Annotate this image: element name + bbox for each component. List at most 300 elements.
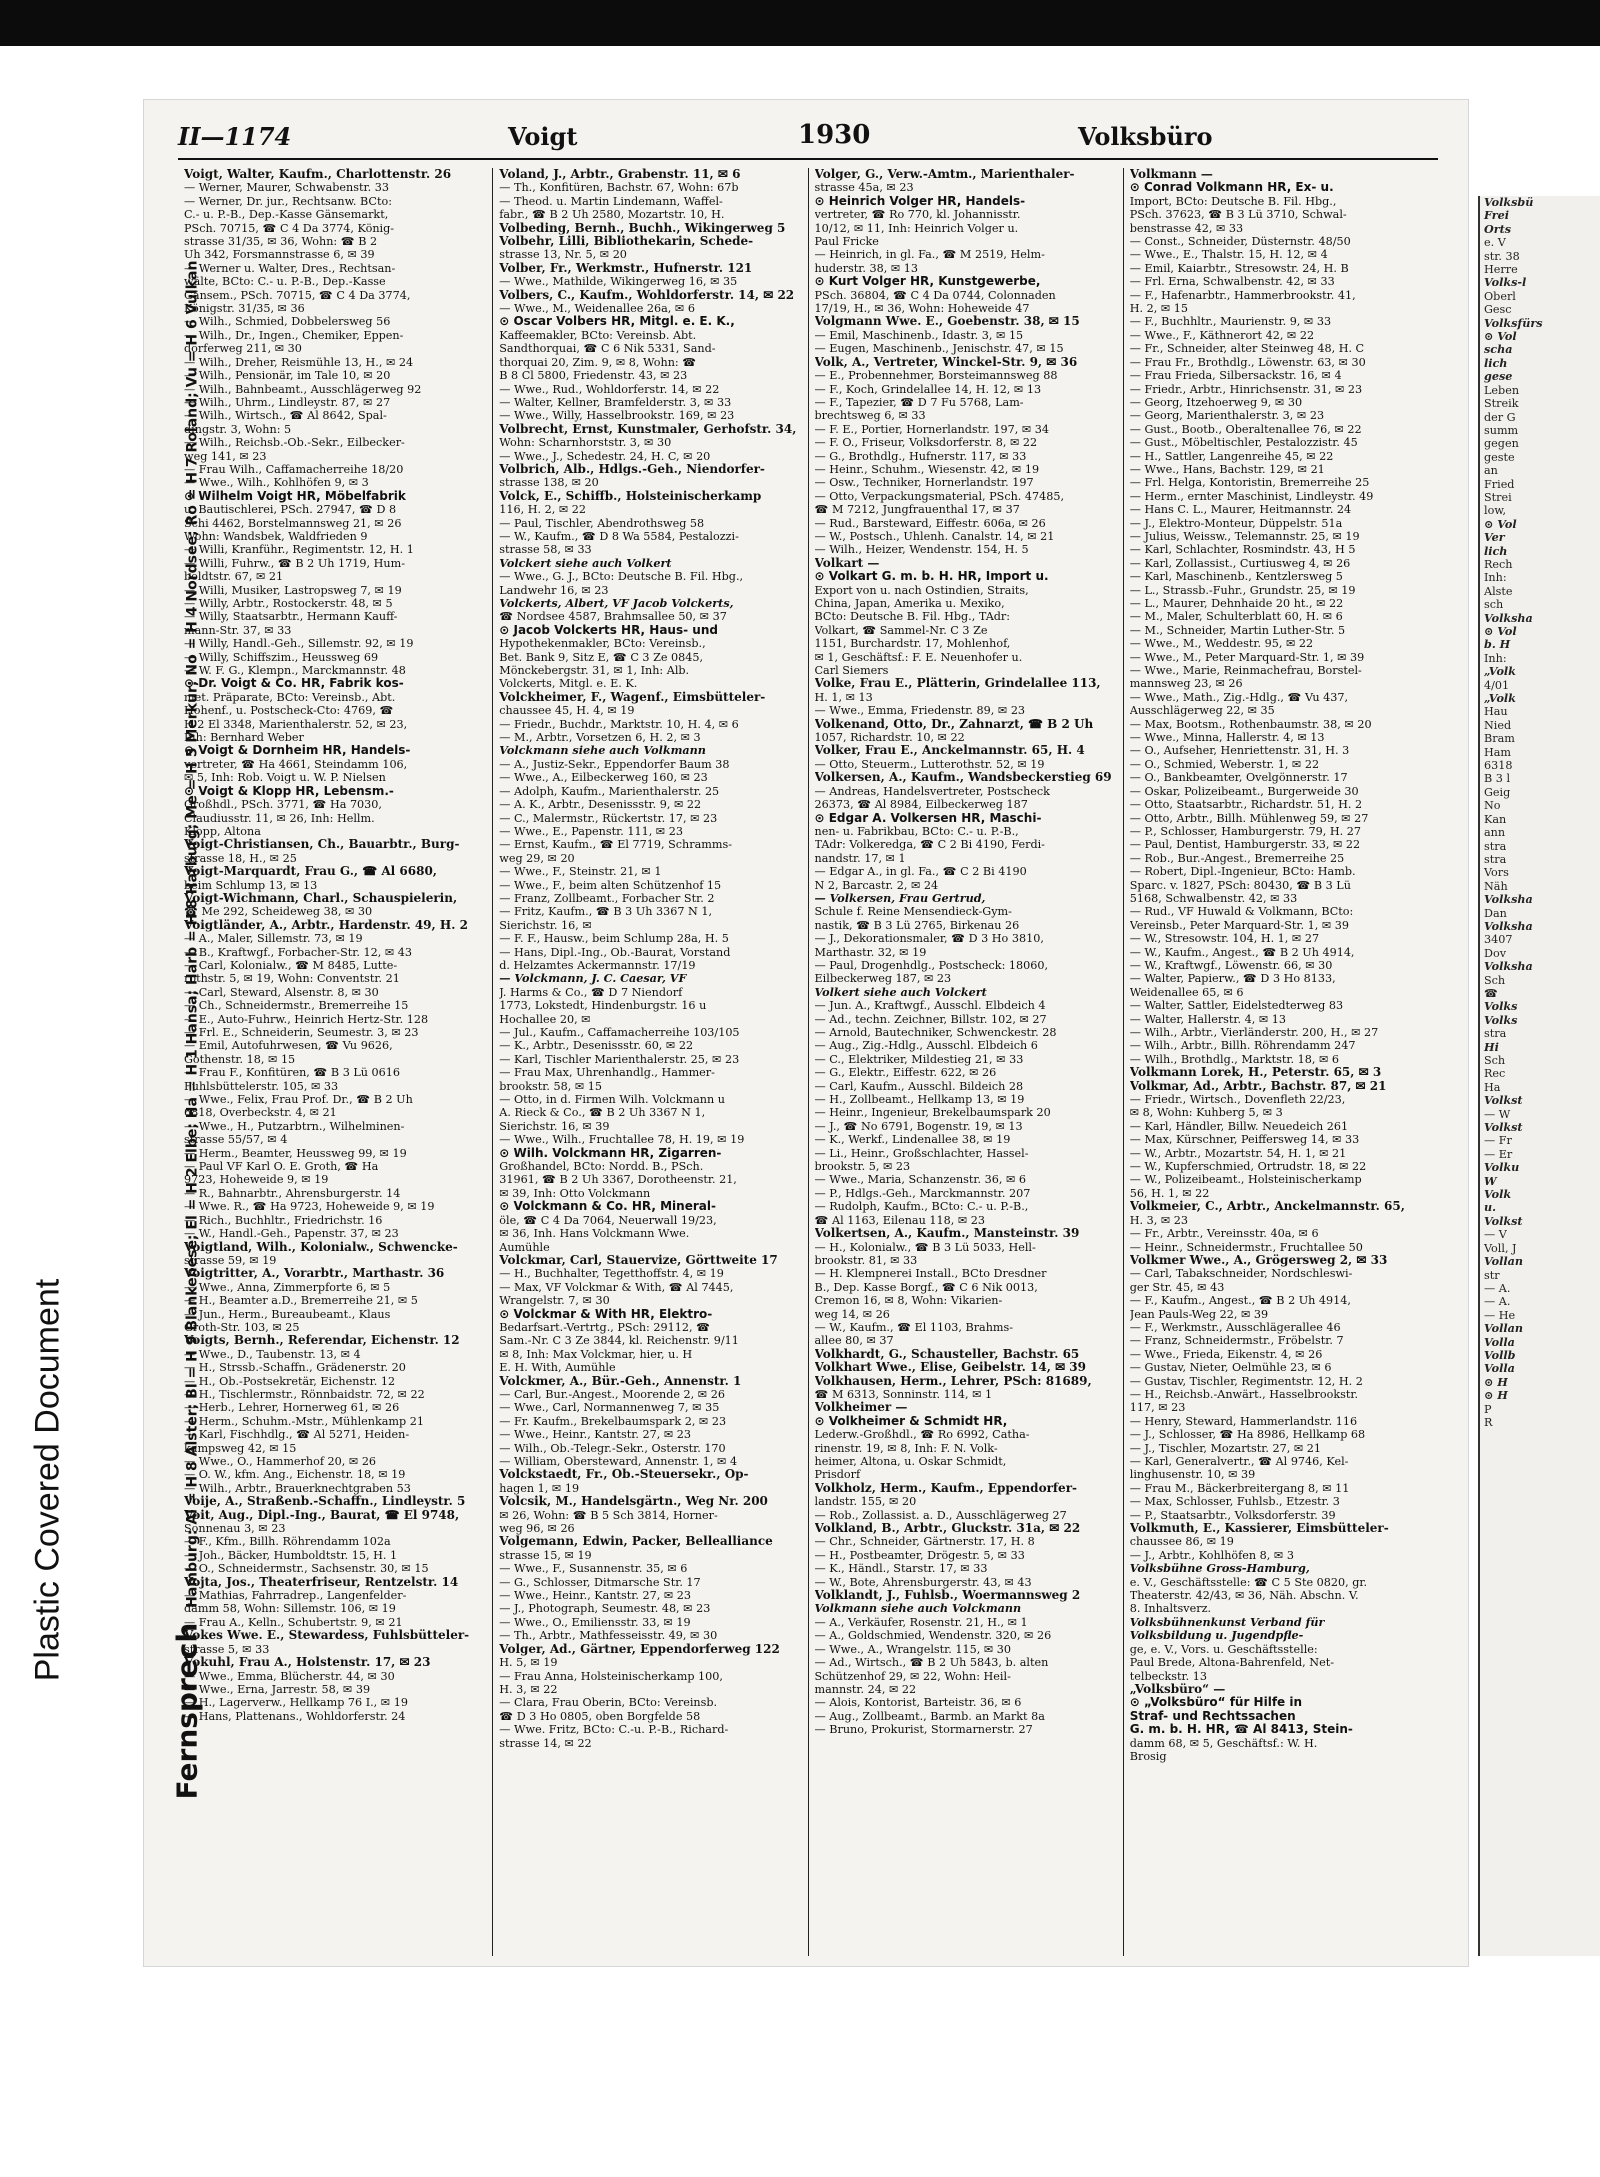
adjacent-entry-fragment: Alste — [1484, 584, 1513, 598]
directory-entry: — F. E., Portier, Hornerlandstr. 197, ✉ 34 — [814, 422, 1050, 436]
directory-entry: — G., Elektr., Eiffestr. 622, ✉ 26 — [814, 1066, 997, 1080]
directory-entry: — G., Schlosser, Ditmarsche Str. 17 — [499, 1575, 701, 1589]
adjacent-entry-fragment: Näh — [1484, 879, 1508, 893]
directory-entry: — F., Buchhltr., Maurienstr. 9, ✉ 33 — [1129, 315, 1332, 329]
directory-entry: Gänsem., PSch. 70715, ☎ C 4 Da 3774, — [184, 288, 411, 302]
directory-entry: — Chr., Schneider, Gärtnerstr. 17, H. 8 — [814, 1535, 1035, 1549]
directory-entry: ☎ Me 292, Scheideweg 38, ✉ 30 — [184, 905, 373, 919]
directory-entry: — F., Werkmstr., Ausschlägerallee 46 — [1129, 1320, 1341, 1334]
directory-entry: — Ernst, Kaufm., ☎ El 7719, Schramms- — [499, 838, 732, 852]
directory-entry: — Wwe., Maria, Schanzenstr. 36, ✉ 6 — [814, 1173, 1027, 1187]
adjacent-entry-fragment: ⊙ Vol — [1484, 329, 1517, 344]
directory-entry: — Wwe., Wilh., Fruchtallee 78, H. 19, ✉ 19 — [499, 1133, 745, 1147]
directory-entry: brookstr. 5, ✉ 23 — [814, 1160, 911, 1174]
adjacent-entry-fragment: der G — [1484, 410, 1516, 424]
directory-entry: Sierichstr. 16, ✉ — [499, 918, 592, 932]
directory-entry: — Jul., Kaufm., Caffamacherreihe 103/105 — [499, 1026, 740, 1039]
directory-entry: Volksbildung u. Jugendpfle- — [1129, 1629, 1304, 1643]
directory-entry: — Willy, Staatsarbtr., Hermann Kauff- — [184, 610, 398, 624]
directory-entry: — Walter, Hallerstr. 4, ✉ 13 — [1129, 1012, 1287, 1026]
adjacent-entry-fragment: P — [1484, 1402, 1492, 1416]
directory-entry: N 2, Barcastr. 2, ✉ 24 — [814, 878, 939, 892]
directory-entry: — Paul, Tischler, Abendrothsweg 58 — [499, 516, 705, 530]
directory-entry: ⊙ „Volksbüro“ für Hilfe in — [1129, 1696, 1303, 1710]
directory-entry: — Carl, Kolonialw., ☎ M 8485, Lutte- — [184, 958, 398, 972]
directory-entry: 6818, Overbeckstr. 4, ✉ 21 — [184, 1106, 337, 1120]
directory-entry: — Herm., Beamter, Heussweg 99, ✉ 19 — [184, 1146, 407, 1160]
directory-entry: Volkheimer — — [814, 1401, 908, 1415]
directory-entry: strasse 13, Nr. 5, ✉ 20 — [499, 248, 627, 262]
adjacent-entry-fragment: summ — [1484, 423, 1519, 437]
directory-entry: — Karl, Generalvertr., ☎ Al 9746, Kel- — [1129, 1455, 1349, 1468]
directory-entry: 9723, Hoheweide 9, ✉ 19 — [184, 1173, 329, 1187]
directory-entry: Voigt, Walter, Kaufm., Charlottenstr. 26 — [184, 168, 452, 181]
directory-entry: vertreter, ☎ Ro 770, kl. Johannisstr. — [814, 208, 1021, 222]
adjacent-entry-fragment: e. V — [1484, 236, 1506, 250]
directory-entry: Volckerts, Mitgl. e. E. K. — [499, 677, 638, 691]
directory-entry: — H., Zollbeamt., Hellkamp 13, ✉ 19 — [814, 1093, 1025, 1107]
directory-entry: — Arnold, Bautechniker, Schwenckestr. 28 — [814, 1026, 1057, 1039]
directory-entry: — Paul, Drogenhdlg., Postscheck: 18060, — [814, 958, 1049, 972]
directory-entry: ☎ Nordsee 4587, Brahmsallee 50, ✉ 37 — [499, 610, 727, 624]
directory-entry: Voigt-Christiansen, Ch., Bauarbtr., Burg- — [184, 838, 460, 852]
directory-entry: — L., Maurer, Dehnhaide 20 ht., ✉ 22 — [1129, 597, 1344, 610]
directory-entry: — F. O., Friseur, Volksdorferstr. 8, ✉ 22 — [814, 436, 1038, 450]
adjacent-entry-fragment: 4/01 — [1484, 678, 1510, 692]
directory-entry: — Frl. Helga, Kontoristin, Bremerreihe 25 — [1129, 476, 1370, 490]
directory-entry: Königstr. 31/35, ✉ 36 — [184, 302, 305, 316]
directory-entry: landstr. 155, ✉ 20 — [814, 1495, 917, 1509]
directory-entry: — Wwe., F., Steinstr. 21, ✉ 1 — [499, 865, 662, 879]
directory-entry: ⊙ Wilh. Volckmann HR, Zigarren- — [499, 1146, 722, 1160]
directory-entry: — Werner u. Walter, Dres., Rechtsan- — [184, 261, 396, 275]
directory-entry: — L., Strassb.-Fuhr., Grundstr. 25, ✉ 19 — [1129, 583, 1356, 597]
directory-entry: — Wilh., Arbtr., Brauerknechtgraben 53 — [184, 1481, 411, 1495]
directory-entry: Volckmann siehe auch Volkmann — [499, 744, 706, 758]
directory-entry: — Herm., ernter Maschinist, Lindleystr. 49 — [1129, 489, 1374, 503]
directory-entry: — H., Buchhalter, Tegetthoffstr. 4, ✉ 19 — [499, 1267, 724, 1281]
directory-entry: — Wwe., Hans, Bachstr. 129, ✉ 21 — [1129, 462, 1325, 476]
directory-entry: Großhdl., PSch. 3771, ☎ Ha 7030, — [184, 798, 382, 812]
directory-entry: — A., Justiz-Sekr., Eppendorfer Baum 38 — [499, 757, 730, 771]
directory-entry: Volkland, B., Arbtr., Gluckstr. 31a, ✉ 22 — [814, 1522, 1081, 1536]
directory-entry: strasse 14, ✉ 22 — [499, 1736, 592, 1750]
adjacent-entry-fragment: Rech — [1484, 557, 1513, 571]
directory-entry: — H., Postbeamter, Drögestr. 5, ✉ 33 — [814, 1548, 1025, 1562]
directory-entry: — Wilh., Ob.-Telegr.-Sekr., Osterstr. 170 — [499, 1441, 726, 1455]
directory-entry: — Julius, Weissw., Telemannstr. 25, ✉ 19 — [1129, 529, 1360, 543]
directory-entry: Volger, G., Verw.-Amtm., Marienthaler- — [814, 168, 1075, 181]
directory-entry: — Wwe., Heinr., Kantstr. 27, ✉ 23 — [499, 1589, 692, 1603]
directory-entry: — W., Kaufm., ☎ D 8 Wa 5584, Pestalozzi- — [499, 529, 739, 543]
directory-entry: strasse 58, ✉ 33 — [499, 543, 592, 557]
directory-entry: linghusenstr. 10, ✉ 39 — [1129, 1468, 1256, 1482]
directory-entry: Volkmuth, E., Kassierer, Eimsbütteler- — [1129, 1522, 1389, 1536]
directory-entry: — R., Bahnarbtr., Ahrensburgerstr. 14 — [184, 1186, 401, 1200]
directory-entry: — Max, VF Volckmar & With, ☎ Al 7445, — [499, 1280, 734, 1294]
directory-entry: — Karl, Maschinenb., Kentzlersweg 5 — [1129, 570, 1343, 584]
directory-entry: 1151, Burchardstr. 17, Mohlenhof, — [814, 637, 1011, 651]
directory-entry: — Max, Kürschner, Peiffersweg 14, ✉ 33 — [1129, 1133, 1360, 1147]
directory-entry: brechtsweg 6, ✉ 33 — [814, 409, 926, 423]
directory-entry: — Rud., Barsteward, Eiffestr. 606a, ✉ 26 — [814, 516, 1046, 530]
directory-entry: strasse 55/57, ✉ 4 — [184, 1133, 288, 1147]
directory-entry: — H., Reichsb.-Anwärt., Hasselbrookstr. — [1129, 1387, 1359, 1401]
directory-entry: Mönckebergstr. 31, ✉ 1, Inh: Alb. — [499, 664, 690, 678]
adjacent-entry-fragment: Fried — [1484, 477, 1515, 491]
adjacent-entry-fragment: ⊙ H — [1484, 1388, 1508, 1403]
directory-entry: — Max, Bootsm., Rothenbaumstr. 38, ✉ 20 — [1129, 717, 1372, 731]
adjacent-entry-fragment: scha — [1484, 342, 1513, 357]
directory-entry: — Rob., Zollassist. a. D., Ausschlägerweg 27 — [814, 1508, 1067, 1522]
directory-entry: — Wwe., F., Susannenstr. 35, ✉ 6 — [499, 1562, 688, 1576]
adjacent-entry-fragment: Bram — [1484, 732, 1515, 746]
directory-entry: Voigtritter, A., Vorarbtr., Marthastr. 36 — [184, 1267, 445, 1281]
directory-entry: brookstr. 81, ✉ 33 — [814, 1253, 918, 1267]
directory-entry: Vokes Wwe. E., Stewardess, Fuhlsbütteler- — [184, 1629, 470, 1643]
directory-entry: — Wilh., Schmied, Dobbelersweg 56 — [184, 315, 391, 329]
directory-entry: Volbrecht, Ernst, Kunstmaler, Gerhofstr. 34, — [499, 422, 797, 436]
directory-entry: Volke, Frau E., Plätterin, Grindelallee 113, — [814, 677, 1101, 691]
directory-entry: — Wilh., Arbtr., Vierländerstr. 200, H., ✉ 27 — [1129, 1026, 1379, 1039]
directory-entry: — Gust., Bootb., Oberaltenallee 76, ✉ 22 — [1129, 422, 1362, 436]
adjacent-entry-fragment: Oberl — [1484, 289, 1516, 303]
directory-entry: Volgmann Wwe. E., Goebenstr. 38, ✉ 15 — [814, 315, 1080, 329]
directory-entry: E. H. With, Aumühle — [499, 1361, 616, 1375]
directory-entry: — Robert, Dipl.-Ingenieur, BCto: Hamb. — [1129, 865, 1356, 879]
directory-entry: Volger, Ad., Gärtner, Eppendorferweg 122 — [499, 1642, 780, 1656]
directory-entry: — W., Kaufm., ☎ El 1103, Brahms- — [814, 1320, 1014, 1334]
directory-entry: ☎ M 7212, Jungfrauenthal 17, ✉ 37 — [814, 503, 1020, 517]
adjacent-entry-fragment: sch — [1484, 598, 1504, 612]
directory-entry: — H., Lagerverw., Hellkamp 76 I., ✉ 19 — [184, 1696, 408, 1710]
directory-entry: — Wwe., F., beim alten Schützenhof 15 — [499, 878, 722, 892]
plastic-covered-text: Plastic Covered Document — [28, 1278, 67, 1682]
directory-entry: Vokuhl, Frau A., Holstenstr. 17, ✉ 23 — [184, 1656, 431, 1670]
directory-entry: dingstr. 3, Wohn: 5 — [184, 422, 292, 436]
directory-entry: Voije, A., Straßenb.-Schaffn., Lindleystr. 5 — [184, 1495, 466, 1509]
adjacent-entry-fragment: lich — [1484, 355, 1508, 370]
directory-entry: telbeckstr. 13 — [1129, 1669, 1207, 1683]
adjacent-entry-fragment: — V — [1484, 1228, 1507, 1242]
directory-entry: strasse 5, ✉ 33 — [184, 1642, 270, 1656]
adjacent-entry-fragment: Volla — [1484, 1334, 1515, 1349]
directory-entry: — Wwe. R., ☎ Ha 9723, Hoheweide 9, ✉ 19 — [184, 1200, 435, 1214]
directory-entry: — Andreas, Handelsvertreter, Postscheck — [814, 784, 1050, 798]
directory-entry: — F. F., Hausw., beim Schlump 28a, H. 5 — [499, 932, 729, 946]
directory-entry: ⊙ Voigt & Klopp HR, Lebensm.- — [184, 784, 394, 798]
directory-entry: — Wilh., Pensionär, im Tale 10, ✉ 20 — [184, 369, 391, 383]
directory-entry: ⊙ Heinrich Volger HR, Handels- — [814, 194, 1026, 208]
directory-entry: 5168, Schwalbenstr. 42, ✉ 33 — [1129, 891, 1298, 905]
directory-entry: — J., Schlosser, ☎ Ha 8986, Hellkamp 68 — [1129, 1428, 1366, 1442]
directory-entry: — William, Obersteward, Annenstr. 1, ✉ 4 — [499, 1455, 738, 1468]
directory-entry: — Walter, Sattler, Eidelstedterweg 83 — [1129, 999, 1344, 1013]
directory-entry: — Willi, Fuhrw., ☎ B 2 Uh 1719, Hum- — [184, 556, 405, 570]
directory-entry: — K., Werkf., Lindenallee 38, ✉ 19 — [814, 1133, 1011, 1147]
directory-entry: — Wwe., Emma, Blücherstr. 44, ✉ 30 — [184, 1669, 395, 1683]
directory-entry: — Wilh., Dr., Ingen., Chemiker, Eppen- — [184, 328, 404, 342]
directory-entry: ⊙ Conrad Volkmann HR, Ex- u. — [1129, 181, 1334, 195]
directory-entry: — Wilh., Wirtsch., ☎ Al 8642, Spal- — [184, 409, 387, 423]
directory-entry: beim Schlump 13, ✉ 13 — [184, 878, 318, 892]
directory-entry: Jean Pauls-Weg 22, ✉ 39 — [1129, 1307, 1269, 1321]
directory-entry: — Wwe., Math., Zig.-Hdlg., ☎ Vu 437, — [1129, 690, 1349, 704]
adjacent-entry-fragment: Nied — [1484, 718, 1512, 732]
directory-entry: Volgemann, Edwin, Packer, Bellealliance — [499, 1535, 773, 1549]
adjacent-entry-fragment: Ham — [1484, 745, 1512, 759]
directory-entry: — A., Goldschmied, Wendenstr. 320, ✉ 26 — [814, 1629, 1052, 1643]
directory-entry: ⊙ Kurt Volger HR, Kunstgewerbe, — [814, 275, 1041, 289]
directory-entry: — Osw., Techniker, Hornerlandstr. 197 — [814, 476, 1034, 490]
scanner-dark-band — [0, 0, 1600, 46]
adjacent-entry-fragment: Inh: — [1484, 571, 1507, 585]
directory-entry: Volkertsen, A., Kaufm., Mansteinstr. 39 — [814, 1227, 1080, 1241]
directory-entry: — Wwe., A., Wrangelstr. 115, ✉ 30 — [814, 1642, 1012, 1656]
adjacent-entry-fragment: Kan — [1484, 812, 1507, 826]
adjacent-entry-fragment: geste — [1484, 450, 1515, 464]
adjacent-entry-fragment: Dan — [1484, 906, 1507, 920]
directory-entry: — O. W., kfm. Ang., Eichenstr. 18, ✉ 19 — [184, 1468, 406, 1482]
directory-entry: — Fr., Schneider, alter Steinweg 48, H. C — [1129, 342, 1365, 356]
directory-entry: — Willy, Arbtr., Rostockerstr. 48, ✉ 5 — [184, 597, 393, 610]
directory-entry: — B., Kraftwgf., Forbacher-Str. 12, ✉ 43 — [184, 945, 412, 959]
directory-entry: Carl Siemers — [814, 664, 889, 678]
directory-entry: — Emil, Maschinenb., Idastr. 3, ✉ 15 — [814, 328, 1024, 342]
directory-entry: — W., Stresowstr. 104, H. 1, ✉ 27 — [1129, 932, 1320, 946]
adjacent-entry-fragment: Geig — [1484, 785, 1511, 799]
directory-entry: — Paul, Dentist, Hamburgerstr. 33, ✉ 22 — [1129, 838, 1361, 852]
directory-entry: Kaffeemakler, BCto: Vereinsb. Abt. — [499, 328, 697, 342]
directory-entry: benstrasse 42, ✉ 33 — [1129, 221, 1244, 235]
directory-entry: damm 68, ✉ 5, Geschäftsf.: W. H. — [1129, 1736, 1318, 1750]
directory-entry: — H., Strssb.-Schaffn., Grädenerstr. 20 — [184, 1361, 406, 1375]
adjacent-entry-fragment: „Volk — [1484, 691, 1516, 706]
directory-entry: H. 3, ✉ 23 — [1129, 1213, 1189, 1227]
directory-entry: 8. Inhaltsverz. — [1129, 1602, 1212, 1616]
telephone-exchange-legend — [170, 260, 204, 1800]
directory-entry: Volkmann Lorek, H., Peterstr. 65, ✉ 3 — [1129, 1066, 1382, 1080]
adjacent-entry-fragment: Herre — [1484, 263, 1518, 277]
directory-entry: — Alois, Kontorist, Barteistr. 36, ✉ 6 — [814, 1696, 1022, 1710]
directory-entry: strasse 45a, ✉ 23 — [814, 181, 914, 195]
adjacent-entry-fragment: 6318 — [1484, 759, 1513, 773]
directory-entry: chaussee 45, H. 4, ✉ 19 — [499, 704, 635, 718]
adjacent-entry-fragment: Vors — [1484, 866, 1509, 880]
directory-entry: B 8 Cl 5800, Friedenstr. 43, ✉ 23 — [499, 369, 688, 383]
adjacent-entry-fragment: Volks-l — [1484, 275, 1527, 290]
adjacent-entry-fragment: Dov — [1484, 946, 1507, 960]
directory-entry: — O., Schneidermstr., Sachsenstr. 30, ✉ 15 — [184, 1562, 429, 1576]
directory-entry: H. 3, ✉ 22 — [499, 1682, 558, 1696]
adjacent-entry-fragment: Volla — [1484, 1361, 1515, 1376]
directory-entry: ✉ 39, Inh: Otto Volckmann — [499, 1186, 651, 1200]
directory-entry: — Frau F., Konfitüren, ☎ B 3 Lü 0616 — [184, 1066, 401, 1080]
directory-entry: — A. K., Arbtr., Desenissstr. 9, ✉ 22 — [499, 798, 702, 812]
directory-entry: — Ad., techn. Zeichner, Billstr. 102, ✉ 27 — [814, 1012, 1047, 1026]
directory-entry: — Wwe., G. J., BCto: Deutsche B. Fil. Hbg., — [499, 570, 744, 584]
adjacent-entry-fragment: 3407 — [1484, 933, 1513, 947]
directory-entry: China, Japan, Amerika u. Mexiko, — [814, 597, 1005, 610]
directory-entry: ⊙ Dr. Voigt & Co. HR, Fabrik kos- — [184, 677, 404, 691]
directory-entry: Schule f. Reine Mensendieck-Gym- — [814, 905, 1012, 919]
directory-entry: H 2 El 3348, Marienthalerstr. 52, ✉ 23, — [184, 717, 408, 731]
directory-entry: Sierichstr. 16, ✉ 39 — [499, 1119, 610, 1133]
directory-entry: — W. F. G., Klempn., Marckmannstr. 48 — [184, 664, 406, 678]
directory-page — [144, 100, 1468, 1966]
directory-entry: — F., Koch, Grindelallee 14, H. 12, ✉ 13 — [814, 382, 1042, 396]
directory-entry: — J., Arbtr., Kohlhöfen 8, ✉ 3 — [1129, 1548, 1294, 1562]
directory-entry: strasse 138, ✉ 20 — [499, 476, 599, 490]
directory-entry: „Volksbüro“ — — [1129, 1682, 1226, 1696]
directory-entry: — Joh., Bäcker, Humboldtstr. 15, H. 1 — [184, 1548, 398, 1562]
adjacent-entry-fragment: — A. — [1484, 1281, 1511, 1295]
directory-entry: — Rob., Bur.-Angest., Bremerreihe 25 — [1129, 851, 1345, 865]
directory-entry: 17/19, H., ✉ 36, Wohn: Hoheweide 47 — [814, 302, 1030, 316]
directory-entry: — Friedr., Wirtsch., Dovenfleth 22/23, — [1129, 1093, 1346, 1107]
directory-entry: — H., Ob.-Postsekretär, Eichenstr. 12 — [184, 1374, 396, 1388]
directory-entry: Volckmer, A., Bür.-Geh., Annenstr. 1 — [499, 1374, 742, 1388]
directory-entry: Volckheimer, F., Wagenf., Eimsbütteler- — [499, 690, 766, 704]
directory-entry: strasse 15, ✉ 19 — [499, 1548, 592, 1562]
directory-entry: — A., Maler, Sillemstr. 73, ✉ 19 — [184, 932, 363, 946]
directory-entry: — W., Arbtr., Mozartstr. 54, H. 1, ✉ 21 — [1129, 1146, 1347, 1160]
directory-entry: Wohn: Wandsbek, Waldfrieden 9 — [184, 529, 368, 543]
directory-entry: vertreter, ☎ Ha 4661, Steindamm 106, — [184, 757, 408, 771]
directory-entry: — Carl, Steward, Alsenstr. 8, ✉ 30 — [184, 985, 379, 999]
directory-entry: G. m. b. H. HR, ☎ Al 8413, Stein- — [1129, 1723, 1353, 1737]
directory-entry: — Wilh., Bahnbeamt., Ausschlägerweg 92 — [184, 382, 422, 396]
directory-entry: — Ad., Wirtsch., ☎ B 2 Uh 5843, b. alten — [814, 1656, 1049, 1670]
directory-entry: 56, H. 1, ✉ 22 — [1129, 1186, 1210, 1200]
directory-entry: — Karl, Zollassist., Curtiusweg 4, ✉ 26 — [1129, 556, 1351, 570]
adjacent-entry-fragment: W — [1484, 1173, 1497, 1188]
directory-entry: 117, ✉ 23 — [1129, 1401, 1186, 1415]
directory-entry: mannsweg 23, ✉ 26 — [1129, 677, 1243, 691]
adjacent-entry-fragment: Volks — [1484, 999, 1518, 1014]
directory-entry: nandstr. 17, ✉ 1 — [814, 851, 906, 865]
directory-entry: — Georg, Marienthalerstr. 3, ✉ 23 — [1129, 409, 1325, 423]
directory-entry: ⊙ Jacob Volckerts HR, Haus- und — [499, 623, 718, 637]
directory-entry: — Heinrich, in gl. Fa., ☎ M 2519, Helm- — [814, 248, 1045, 262]
directory-entry: strasse 59, ✉ 19 — [184, 1253, 277, 1267]
directory-entry: — Hans C. L., Maurer, Heitmannstr. 24 — [1129, 503, 1352, 517]
directory-entry: Eilbeckerweg 187, ✉ 23 — [814, 972, 952, 986]
directory-entry: — Walter, Papierw., ☎ D 3 Ho 8133, — [1129, 972, 1336, 986]
directory-entry: Volbrich, Alb., Hdlgs.-Geh., Niendorfer- — [499, 462, 765, 476]
last-entry-keyword: Volksbüro — [1078, 122, 1213, 151]
directory-entry: Wohn: Scharnhorststr. 3, ✉ 30 — [499, 436, 672, 450]
directory-entry: Export von u. nach Ostindien, Straits, — [814, 583, 1029, 597]
directory-entry: — Heinr., Schuhm., Wiesenstr. 42, ✉ 19 — [814, 462, 1040, 476]
directory-entry: — Th., Arbtr., Mathfesseisstr. 49, ✉ 30 — [499, 1629, 718, 1643]
directory-entry: Lederw.-Großhdl., ☎ Ro 6992, Catha- — [814, 1428, 1030, 1442]
directory-entry: — Frau Frieda, Silbersackstr. 16, ✉ 4 — [1129, 369, 1342, 383]
directory-entry: ger Str. 45, ✉ 43 — [1129, 1280, 1225, 1294]
adjacent-entry-fragment: Ha — [1484, 1080, 1501, 1094]
directory-entry: — Const., Schneider, Düsternstr. 48/50 — [1129, 235, 1351, 249]
directory-entry: TAdr: Volkeredga, ☎ C 2 Bi 4190, Ferdi- — [814, 838, 1045, 852]
directory-entry: — Jun., Herm., Bureaubeamt., Klaus — [184, 1307, 391, 1321]
directory-entry: Klopp, Altona — [184, 824, 261, 838]
directory-entry: — H., Sattler, Langenreihe 45, ✉ 22 — [1129, 449, 1334, 463]
directory-entry: — P., Staatsarbtr., Volksdorferstr. 39 — [1129, 1508, 1336, 1522]
directory-entry: Volbehr, Lilli, Bibliothekarin, Schede- — [499, 235, 754, 249]
directory-entry: 31961, ☎ B 2 Uh 3367, Dorotheenstr. 21, — [499, 1173, 737, 1187]
directory-entry: Voigts, Bernh., Referendar, Eichenstr. 12 — [184, 1334, 460, 1348]
directory-entry: Fuhlsbüttelerstr. 105, ✉ 33 — [184, 1079, 339, 1093]
directory-entry: — Wilh., Arbtr., Billh. Röhrendamm 247 — [1129, 1039, 1356, 1053]
directory-entry: Schi 4462, Borstelmannsweg 21, ✉ 26 — [184, 516, 402, 530]
directory-entry: — Volckmann, J. C. Caesar, VF — [499, 972, 687, 986]
adjacent-entry-fragment: stra — [1484, 839, 1507, 853]
directory-entry: — Wwe., Wilh., Kohlhöfen 9, ✉ 3 — [184, 476, 369, 490]
directory-entry: — Wwe., Minna, Hallerstr. 4, ✉ 13 — [1129, 731, 1325, 745]
directory-entry: Sandthorquai, ☎ C 6 Nik 5331, Sand- — [499, 342, 716, 356]
directory-entry: Voigt-Wichmann, Charl., Schauspielerin, — [184, 891, 458, 905]
directory-entry: 116, H. 2, ✉ 22 — [499, 503, 586, 517]
directory-entry: — Carl, Tabakschneider, Nordschleswi- — [1129, 1267, 1353, 1281]
directory-entry: heimer, Altona, u. Oskar Schmidt, — [814, 1455, 1007, 1468]
directory-entry: thorquai 20, Zim. 9, ✉ 8, Wohn: ☎ — [499, 355, 697, 369]
directory-entry: — Otto, Steuerm., Lutterothstr. 52, ✉ 19 — [814, 757, 1045, 771]
directory-entry: — Max, Schlosser, Fuhlsb., Etzestr. 3 — [1129, 1495, 1340, 1509]
directory-entry: — Gust., Möbeltischler, Pestalozzistr. 45 — [1129, 436, 1358, 450]
directory-entry: — Li., Heinr., Großschlachter, Hassel- — [814, 1146, 1029, 1160]
directory-entry: ⊙ Oscar Volbers HR, Mitgl. e. E. K., — [499, 315, 735, 329]
directory-entry: mann-Str. 37, ✉ 33 — [184, 623, 292, 637]
directory-entry: 26373, ☎ Al 8984, Eilbeckerweg 187 — [814, 798, 1028, 812]
directory-entry: Volckmar, Carl, Stauervize, Görttweite 17 — [499, 1253, 778, 1267]
directory-entry: strasse 18, H., ✉ 25 — [184, 851, 297, 865]
directory-entry: ✉ 26, Wohn: ☎ B 5 Sch 3814, Horner- — [499, 1508, 718, 1522]
directory-entry: — Wilh., Brothdlg., Marktstr. 18, ✉ 6 — [1129, 1052, 1340, 1066]
directory-entry: A. Rieck & Co., ☎ B 2 Uh 3367 N 1, — [499, 1106, 706, 1120]
directory-entry: ⊙ Volkheimer & Schmidt HR, — [814, 1414, 1008, 1428]
directory-entry: — Wwe., E., Thalstr. 15, H. 12, ✉ 4 — [1129, 248, 1328, 262]
directory-entry: — Wwe., Willy, Hasselbrookstr. 169, ✉ 23 — [499, 409, 735, 423]
directory-entry: — Theod. u. Martin Lindemann, Waffel- — [499, 194, 723, 208]
directory-entry: weg 96, ✉ 26 — [499, 1522, 575, 1536]
directory-entry: — Wwe., E., Papenstr. 111, ✉ 23 — [499, 824, 683, 838]
directory-entry: Volcsik, M., Handelsgärtn., Weg Nr. 200 — [499, 1495, 768, 1509]
directory-entry: Volkholz, Herm., Kaufm., Eppendorfer- — [814, 1481, 1077, 1495]
adjacent-entry-fragment: — W — [1484, 1107, 1511, 1121]
adjacent-entry-fragment: ☎ — [1484, 986, 1498, 1000]
directory-entry: — Herb., Lehrer, Hornerweg 61, ✉ 26 — [184, 1401, 400, 1415]
first-entry-keyword: Voigt — [508, 122, 578, 151]
directory-entry: — W., Kaufm., Angest., ☎ B 2 Uh 4914, — [1129, 945, 1355, 959]
adjacent-entry-fragment: Volksha — [1484, 918, 1533, 933]
directory-entry: — H., Kolonialw., ☎ B 3 Lü 5033, Hell- — [814, 1240, 1036, 1254]
directory-entry: Volkersen, A., Kaufm., Wandsbeckerstieg 69 — [814, 771, 1112, 785]
directory-entry: weg 29, ✉ 20 — [499, 851, 575, 865]
adjacent-entry-fragment: Volksha — [1484, 892, 1533, 907]
adjacent-entry-fragment: Sch — [1484, 1054, 1506, 1067]
directory-entry: weg 14, ✉ 26 — [814, 1307, 890, 1321]
directory-entry: — K., Händl., Starstr. 17, ✉ 33 — [814, 1562, 988, 1576]
directory-entry: 1773, Lokstedt, Hindenburgstr. 16 u — [499, 999, 707, 1013]
adjacent-entry-fragment: Volku — [1484, 1160, 1520, 1175]
directory-entry: Prisdorf — [814, 1468, 861, 1482]
directory-entry: allee 80, ✉ 37 — [814, 1334, 894, 1348]
adjacent-entry-fragment: — He — [1484, 1308, 1516, 1322]
directory-entry: — Otto, Arbtr., Billh. Mühlenweg 59, ✉ 27 — [1129, 811, 1369, 825]
directory-entry: B., Dep. Kasse Borgf., ☎ C 6 Nik 0013, — [814, 1280, 1038, 1294]
directory-entry: — Heinr., Schneidermstr., Fruchtallee 50 — [1129, 1240, 1363, 1254]
directory-entry: — Otto, in d. Firmen Wilh. Volckmann u — [499, 1093, 725, 1107]
directory-entry: — O., Bankbeamter, Ovelgönnerstr. 17 — [1129, 771, 1348, 785]
